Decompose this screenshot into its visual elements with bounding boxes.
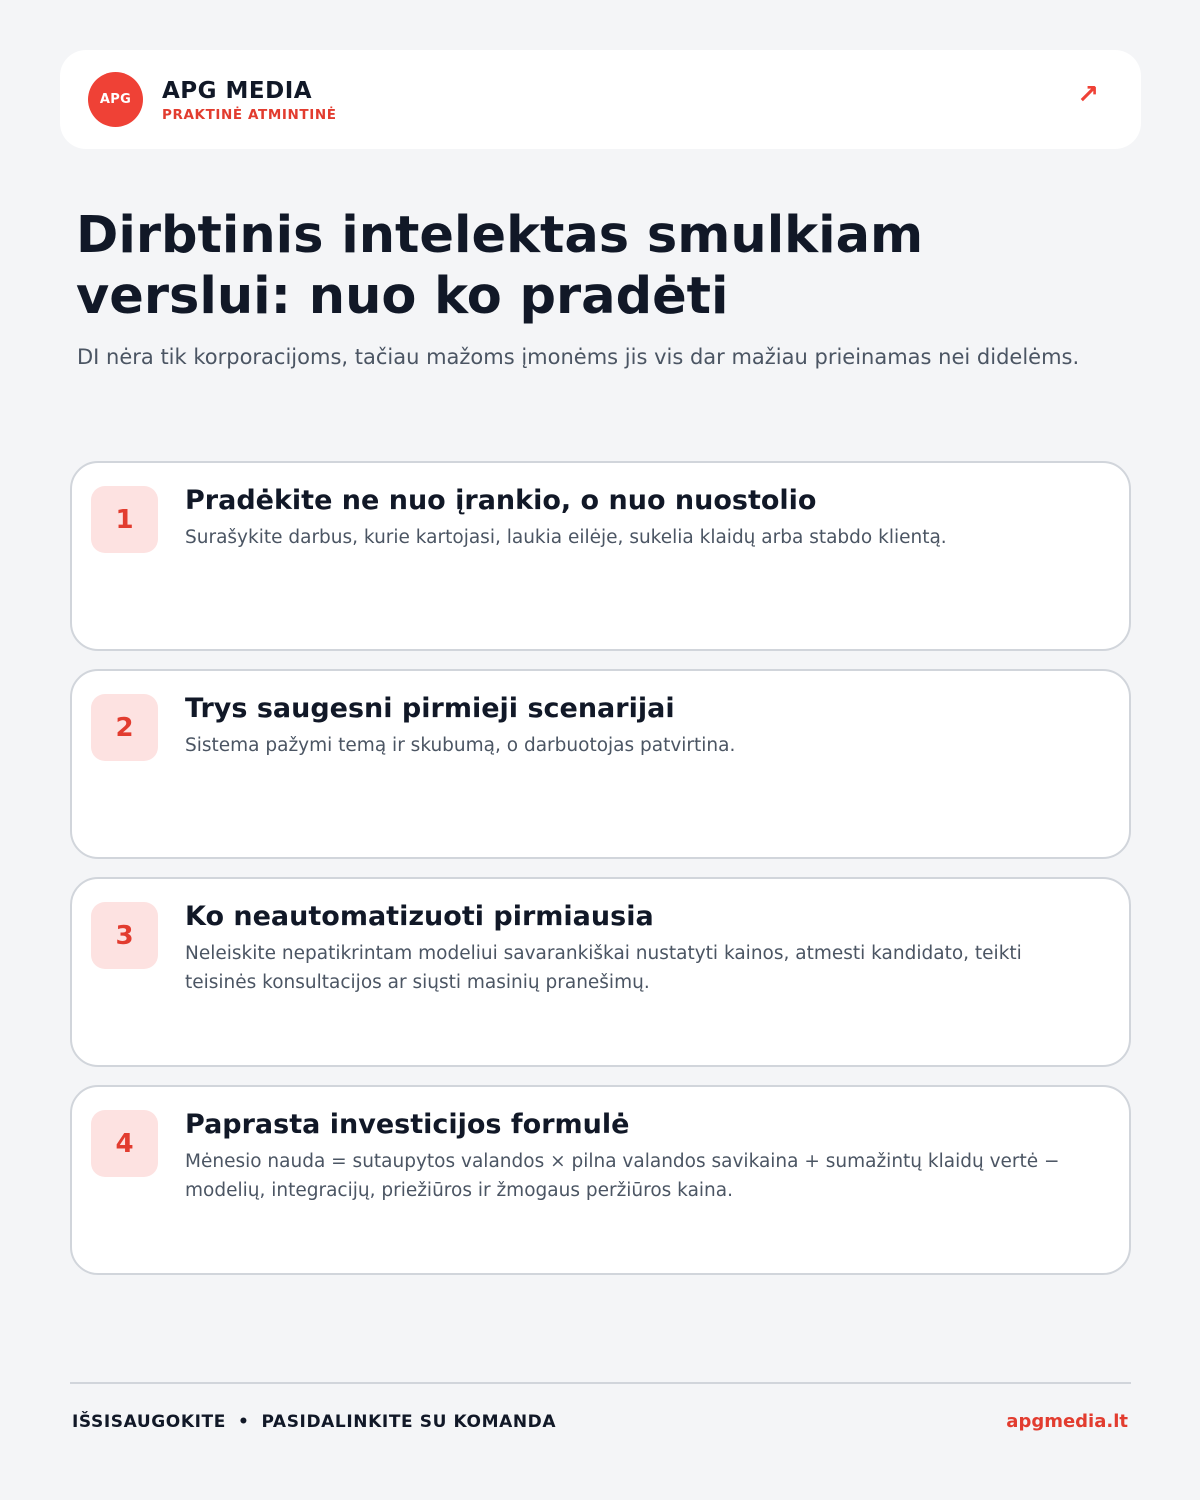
page-subtitle: DI nėra tik korporacijoms, tačiau mažoms įmonėms jis vis dar mažiau prieinamas nei didelėms. xyxy=(77,345,1080,369)
header-bar xyxy=(60,50,1141,149)
footer-share-label: PASIDALINKITE SU KOMANDA xyxy=(261,1412,557,1432)
card-number-badge: 3 xyxy=(91,902,158,969)
card-title: Pradėkite ne nuo įrankio, o nuo nuostolio xyxy=(185,485,817,516)
footer-cta xyxy=(72,1412,556,1432)
page-title: Dirbtinis intelektas smulkiam verslui: nuo ko pradėti xyxy=(76,206,924,326)
card-number-badge: 2 xyxy=(91,694,158,761)
card-text: Mėnesio nauda = sutaupytos valandos × pilna valandos savikaina + sumažintų klaidų vertė − modelių, integracijų, priežiūros ir žmogaus peržiūros kaina. xyxy=(185,1151,1060,1201)
arrow-up-right-icon[interactable]: ↗ xyxy=(1077,80,1099,110)
tip-card-4 xyxy=(70,1085,1131,1275)
card-number-badge: 4 xyxy=(91,1110,158,1177)
brand-subtitle: PRAKTINĖ ATMINTINĖ xyxy=(162,107,337,123)
card-title: Ko neautomatizuoti pirmiausia xyxy=(185,901,654,932)
brand-name: APG MEDIA xyxy=(162,78,313,104)
footer-save-label: IŠSISAUGOKITE xyxy=(72,1412,226,1432)
card-text: Surašykite darbus, kurie kartojasi, laukia eilėje, sukelia klaidų arba stabdo klientą. xyxy=(185,527,947,548)
footer-separator: • xyxy=(237,1412,250,1432)
logo-text: APG xyxy=(99,92,132,107)
tip-card-1 xyxy=(70,461,1131,651)
card-text: Sistema pažymi temą ir skubumą, o darbuotojas patvirtina. xyxy=(185,735,736,756)
tip-card-2 xyxy=(70,669,1131,859)
tip-card-3 xyxy=(70,877,1131,1067)
card-title: Trys saugesni pirmieji scenarijai xyxy=(185,693,675,724)
footer-site-link[interactable]: apgmedia.lt xyxy=(1006,1411,1128,1432)
card-title: Paprasta investicijos formulė xyxy=(185,1109,630,1140)
footer-divider xyxy=(70,1382,1131,1384)
card-number-badge: 1 xyxy=(91,486,158,553)
card-text: Neleiskite nepatikrintam modeliui savarankiškai nustatyti kainos, atmesti kandidato, teikti teisinės konsultacijos ar siųsti masinių pranešimų. xyxy=(185,943,1022,993)
brand-logo xyxy=(88,72,143,127)
